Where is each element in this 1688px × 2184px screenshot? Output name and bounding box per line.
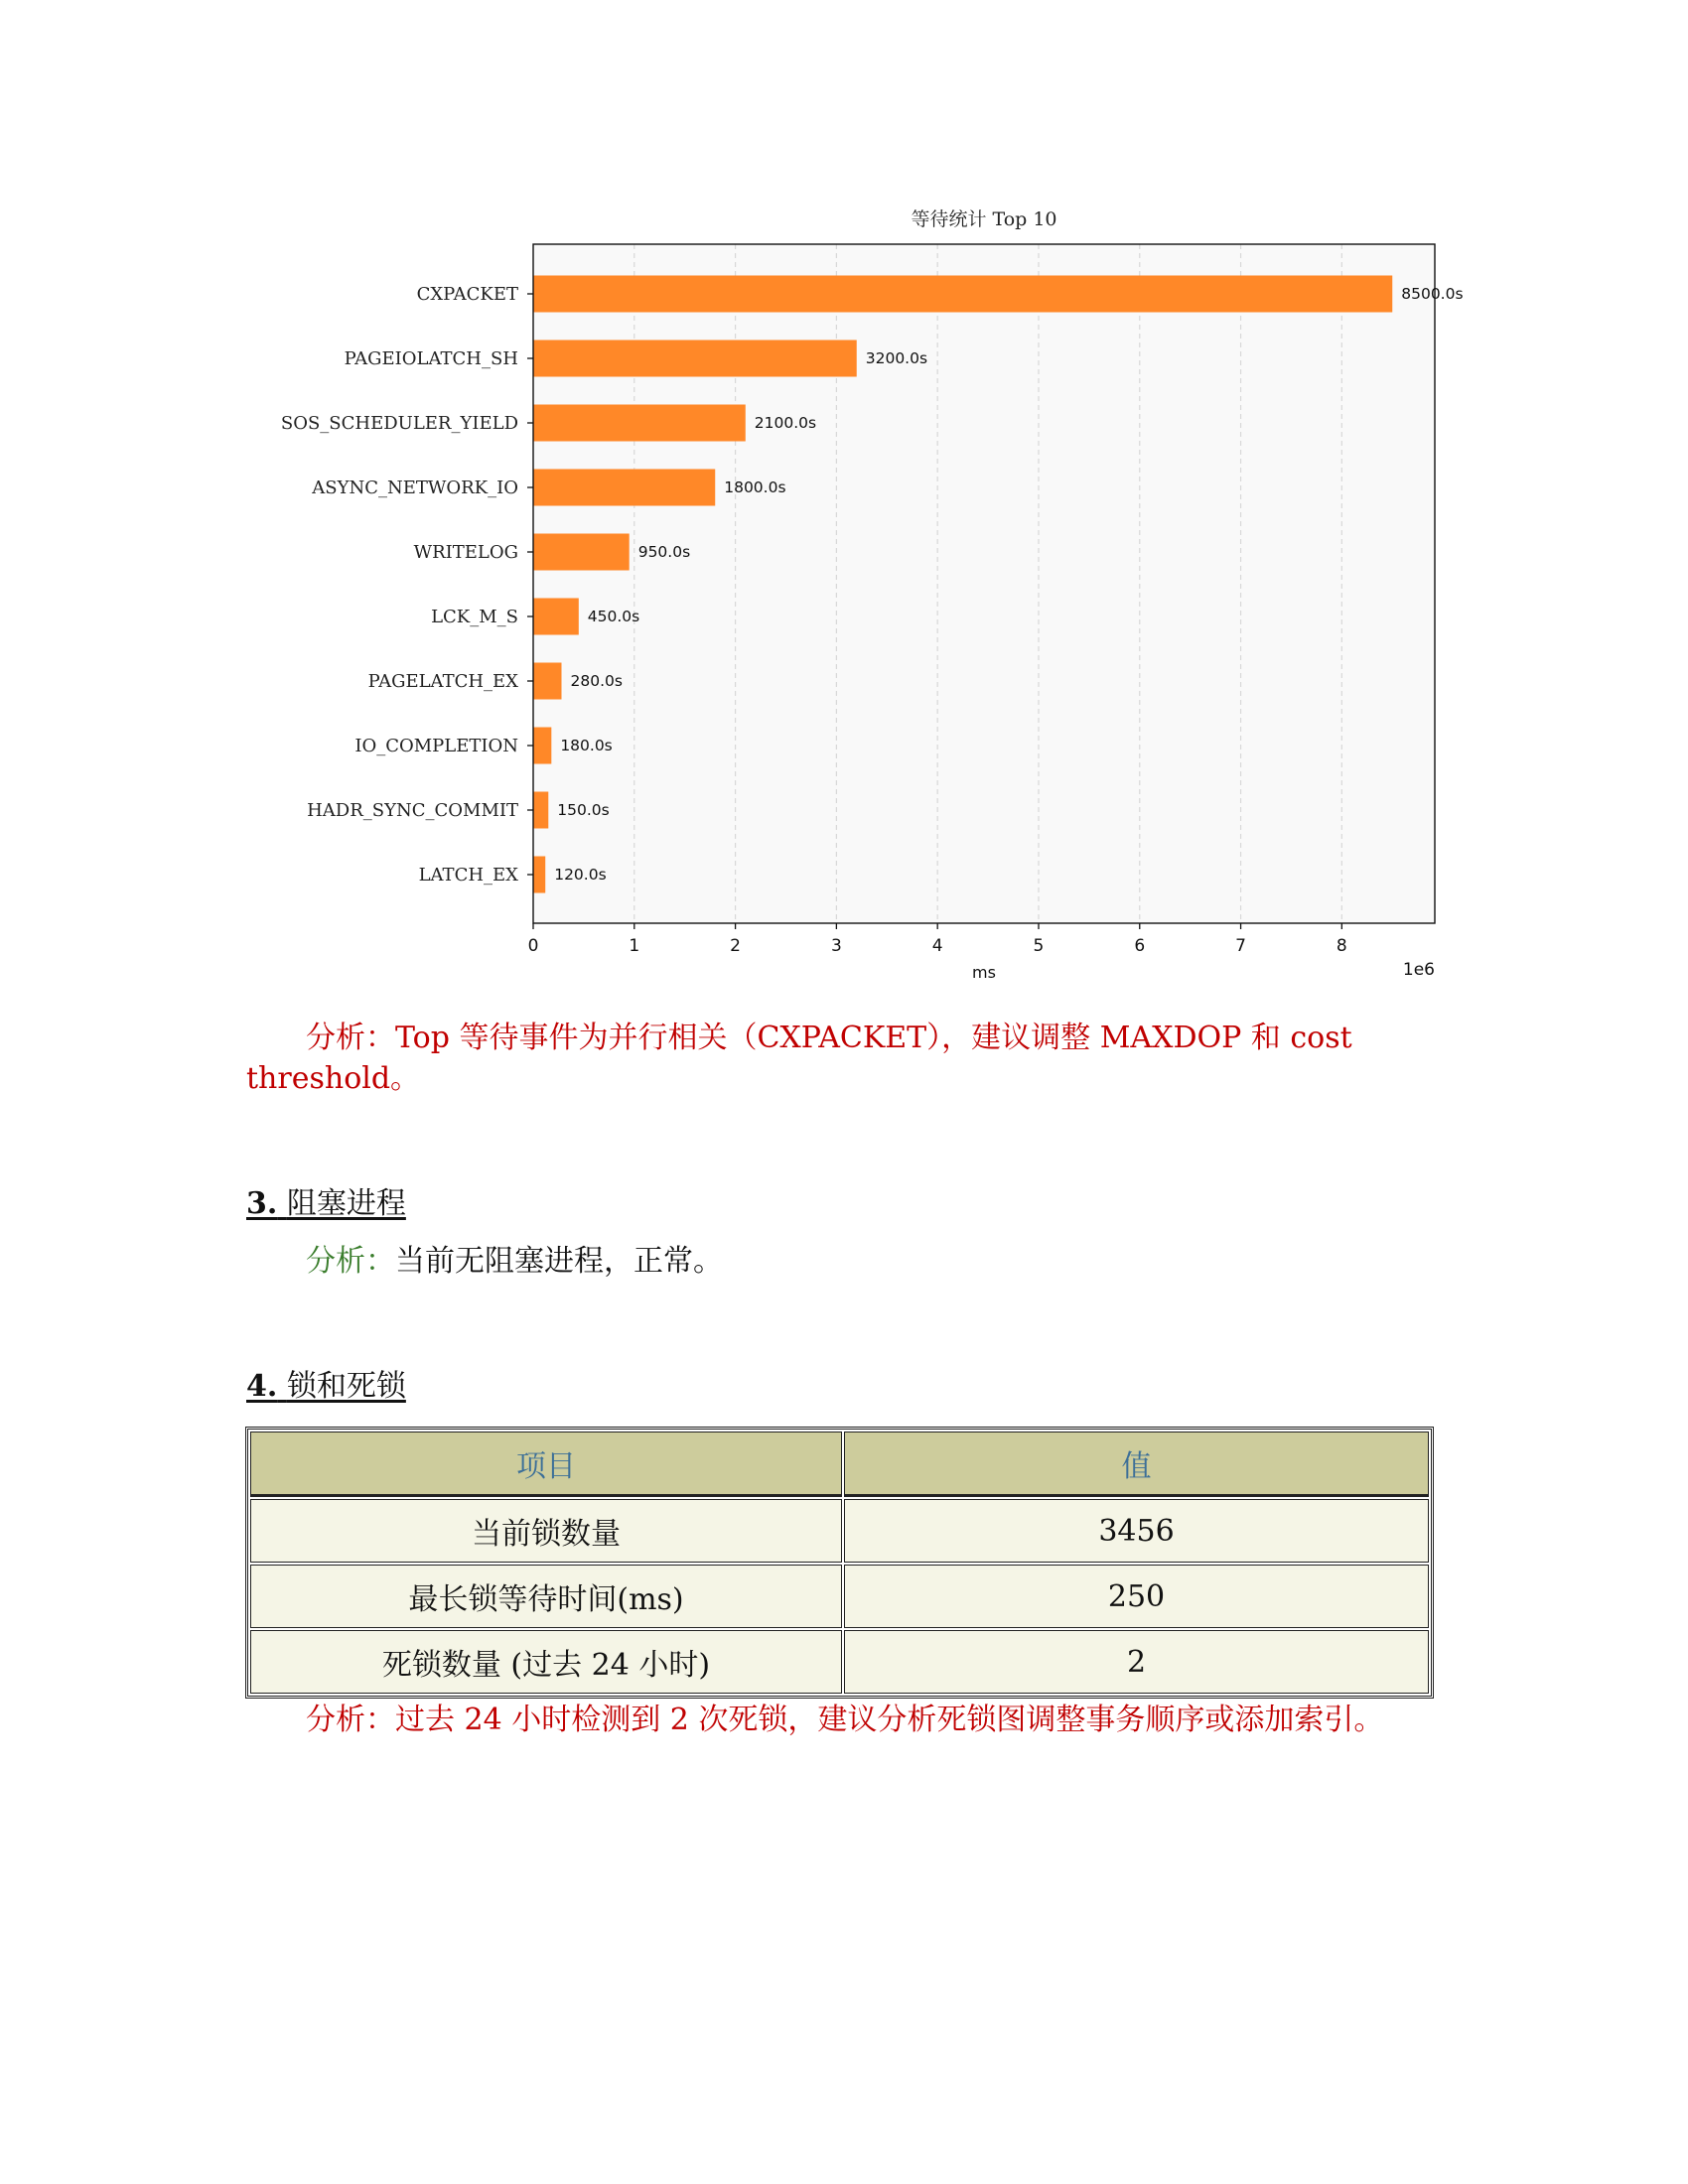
bar bbox=[533, 405, 746, 442]
bar-value-label: 120.0s bbox=[554, 866, 607, 884]
table-cell-item: 最长锁等待时间(ms) bbox=[250, 1565, 842, 1628]
bar bbox=[533, 470, 715, 506]
x-tick-label: 6 bbox=[1134, 936, 1146, 956]
table-cell-value: 2 bbox=[844, 1630, 1429, 1694]
table-row bbox=[250, 1565, 1429, 1628]
category-label: SOS_SCHEDULER_YIELD bbox=[280, 413, 518, 434]
x-tick-label: 2 bbox=[730, 936, 742, 956]
table-row bbox=[250, 1630, 1429, 1694]
x-scale-label: 1e6 bbox=[1402, 960, 1435, 980]
bar-value-label: 2100.0s bbox=[754, 414, 817, 432]
category-label: LATCH_EX bbox=[418, 865, 518, 886]
section-3-title: 阻塞进程 bbox=[286, 1186, 406, 1221]
table-cell-value: 250 bbox=[844, 1565, 1429, 1628]
table-header-row bbox=[250, 1432, 1429, 1497]
category-label: IO_COMPLETION bbox=[354, 736, 518, 756]
table-cell-item: 死锁数量 (过去 24 小时) bbox=[250, 1630, 842, 1694]
bar-value-label: 1800.0s bbox=[724, 478, 786, 496]
bar-value-label: 280.0s bbox=[570, 672, 623, 690]
bar bbox=[533, 276, 1392, 313]
x-axis-label: ms bbox=[972, 963, 996, 982]
bar bbox=[533, 534, 630, 571]
table-cell-item: 当前锁数量 bbox=[250, 1499, 842, 1563]
x-tick-label: 5 bbox=[1033, 936, 1045, 956]
bar bbox=[533, 857, 545, 893]
x-tick-label: 0 bbox=[527, 936, 539, 956]
bar-value-label: 180.0s bbox=[560, 737, 613, 754]
bar bbox=[533, 728, 551, 764]
wait-stats-chart bbox=[0, 0, 1688, 1003]
lock-stats-table bbox=[245, 1427, 1434, 1699]
table-header-value: 值 bbox=[844, 1432, 1429, 1497]
wait-stats-chart-svg bbox=[0, 0, 1688, 1003]
bar-value-label: 150.0s bbox=[557, 801, 610, 819]
x-tick-label: 3 bbox=[830, 936, 842, 956]
table-row bbox=[250, 1499, 1429, 1563]
x-tick-label: 4 bbox=[931, 936, 943, 956]
x-tick-label: 1 bbox=[629, 936, 640, 956]
section-3-heading bbox=[246, 1184, 406, 1224]
category-label: PAGEIOLATCH_SH bbox=[344, 348, 518, 369]
blocking-analysis-text: 当前无阻塞进程，正常。 bbox=[395, 1244, 723, 1279]
table-cell-value: 3456 bbox=[844, 1499, 1429, 1563]
category-label: PAGELATCH_EX bbox=[367, 671, 518, 692]
section-4-heading bbox=[246, 1367, 406, 1407]
category-label: HADR_SYNC_COMMIT bbox=[307, 800, 518, 821]
category-label: LCK_M_S bbox=[431, 607, 518, 627]
section-4-title: 锁和死锁 bbox=[286, 1369, 406, 1404]
wait-analysis-text: 分析：Top 等待事件为并行相关（CXPACKET），建议调整 MAXDOP 和 cost threshold。 bbox=[246, 1021, 1352, 1096]
deadlock-analysis-text: 分析：过去 24 小时检测到 2 次死锁，建议分析死锁图调整事务顺序或添加索引。 bbox=[306, 1703, 1384, 1737]
category-label: WRITELOG bbox=[413, 542, 518, 563]
bar-value-label: 950.0s bbox=[637, 543, 691, 561]
table-header-item: 项目 bbox=[250, 1432, 842, 1497]
section-3-number: 3. bbox=[246, 1186, 278, 1221]
bar bbox=[533, 341, 857, 377]
section-4-number: 4. bbox=[246, 1369, 278, 1404]
bar-value-label: 3200.0s bbox=[865, 349, 928, 367]
bar bbox=[533, 599, 579, 635]
category-label: CXPACKET bbox=[416, 284, 518, 305]
bar bbox=[533, 792, 548, 829]
x-tick-label: 7 bbox=[1235, 936, 1246, 956]
bar-value-label: 8500.0s bbox=[1401, 285, 1464, 303]
blocking-analysis-label: 分析： bbox=[306, 1244, 395, 1279]
chart-title: 等待统计 Top 10 bbox=[911, 208, 1057, 230]
bar-value-label: 450.0s bbox=[587, 608, 640, 625]
bar bbox=[533, 663, 562, 700]
category-label: ASYNC_NETWORK_IO bbox=[312, 478, 518, 498]
x-tick-label: 8 bbox=[1336, 936, 1347, 956]
blocking-analysis bbox=[246, 1241, 1448, 1282]
